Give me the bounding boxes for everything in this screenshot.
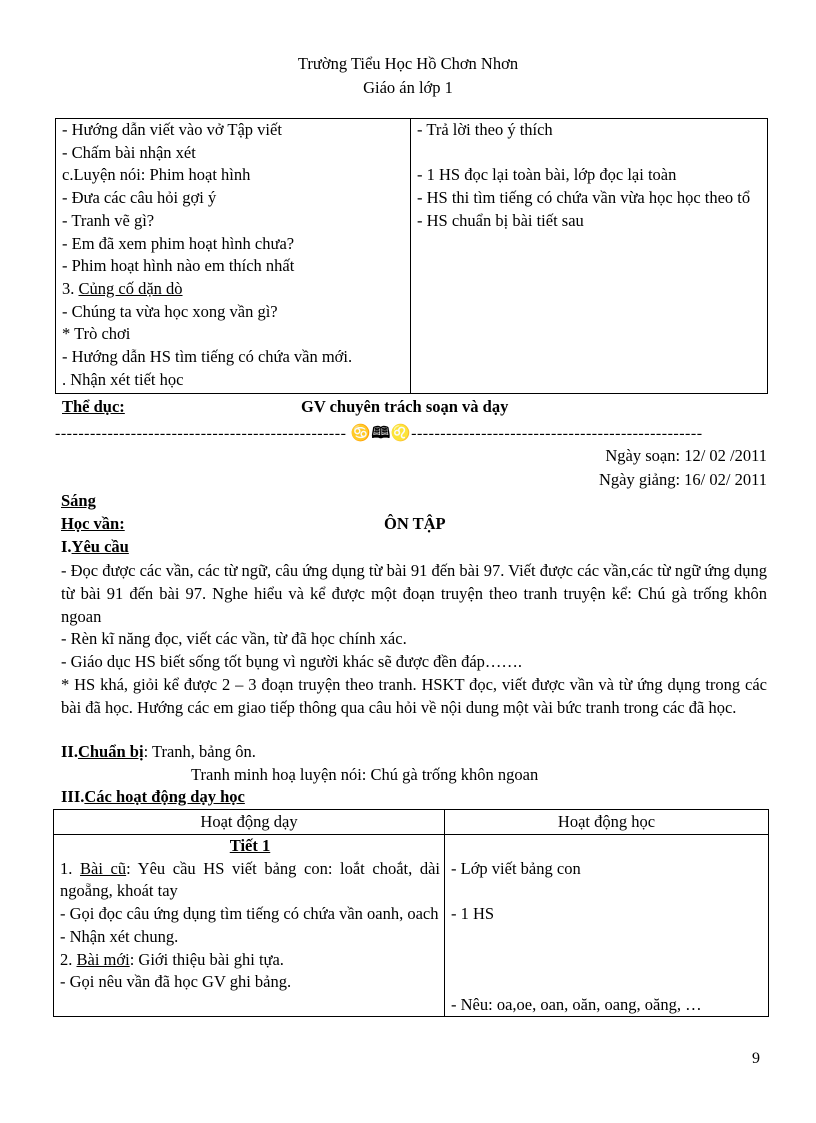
- spacer: [417, 142, 761, 165]
- requirement-paragraph: - Giáo dục HS biết sống tốt bụng vì người khác sẽ được đền đáp…….: [61, 652, 523, 671]
- student-column: [411, 119, 767, 393]
- separator-dashes: --------------------------------------------------: [411, 425, 703, 442]
- the-duc-label: Thể dục:: [62, 397, 125, 416]
- list-item: - Hướng dẫn viết vào vở Tập viết: [62, 120, 282, 139]
- section-number: 3.: [62, 278, 79, 298]
- list-item: - Gọi đọc câu ứng dụng tìm tiếng có chứa vần oanh, oach: [60, 904, 439, 924]
- section-number: II.: [61, 742, 78, 761]
- section-label: Củng cố dặn dò: [78, 278, 183, 298]
- item-text: : Yêu cầu HS viết bảng con: loắt choắt, dài ngoẵng, khoát tay: [60, 858, 440, 901]
- the-duc-text: GV chuyên trách soạn và dạy: [301, 397, 509, 416]
- list-item: - 1 HS: [451, 904, 495, 924]
- requirement-paragraph: - Rèn kĩ năng đọc, viết các vần, từ đã học chính xác.: [61, 629, 407, 648]
- materials-text: : Tranh, bảng ôn.: [143, 742, 256, 761]
- list-item: * Trò chơi: [62, 324, 131, 344]
- column-header-teaching: Hoạt động dạy: [54, 810, 445, 834]
- list-item: - Nêu: oa,oe, oan, oăn, oang, oăng, …: [451, 994, 702, 1014]
- materials-line: Tranh minh hoạ luyện nói: Chú gà trống khôn ngoan: [191, 765, 539, 784]
- list-item: - Hướng dẫn HS tìm tiếng có chứa vần mới.: [62, 347, 353, 367]
- list-item: - Tranh vẽ gì?: [62, 210, 155, 230]
- list-item: - HS thi tìm tiếng có chứa vần vừa học học theo tổ: [417, 188, 751, 208]
- list-item: - Gọi nêu vần đã học GV ghi bảng.: [60, 972, 292, 992]
- student-column: [445, 835, 768, 1017]
- ornament-icon: ♋🕮♌: [350, 425, 412, 442]
- list-item: - Chúng ta vừa học xong vần gì?: [62, 301, 278, 321]
- list-item: - Em đã xem phim hoạt hình chưa?: [62, 233, 295, 253]
- column-header-learning: Hoạt động học: [557, 812, 656, 831]
- section-number: I.: [61, 537, 72, 556]
- section-title: Yêu cầu: [71, 537, 129, 556]
- spacer: [451, 835, 762, 858]
- page-number: 9: [752, 1050, 760, 1067]
- subject-label: Học vần:: [61, 514, 125, 533]
- separator-dashes: --------------------------------------------------: [55, 425, 351, 442]
- activity-table-top: [55, 118, 768, 394]
- list-item: - 1 HS đọc lại toàn bài, lớp đọc lại toàn: [417, 165, 677, 185]
- lesson-title: ÔN TẬP: [384, 514, 446, 533]
- list-item: [60, 858, 440, 903]
- item-number: 1.: [60, 858, 80, 878]
- list-item: - Trả lời theo ý thích: [417, 120, 553, 139]
- table-row: [54, 835, 768, 1017]
- spacer: [451, 926, 762, 994]
- item-number: 2.: [60, 949, 77, 969]
- class-subtitle: Giáo án lớp 1: [363, 78, 453, 97]
- list-item-section-3: [62, 278, 404, 301]
- requirement-paragraph: * HS khá, giỏi kể được 2 – 3 đoạn truyện theo tranh. HSKT đọc, viết được vần và từ ứng dụng trong các bài đã học. Hướng các em giao tiếp thông qua câu hỏi về nội dung một vài bức tranh trong các đã học.: [61, 675, 767, 717]
- list-item: [60, 949, 440, 972]
- preparation-date: Ngày soạn: 12/ 02 /2011: [605, 446, 767, 465]
- list-item: . Nhận xét tiết học: [62, 369, 184, 389]
- activity-table-main: [53, 809, 769, 1017]
- section-2-heading: [61, 742, 256, 762]
- item-text: : Giới thiệu bài ghi tựa.: [129, 949, 284, 969]
- table-header: [54, 810, 768, 835]
- list-item: c.Luyện nói: Phim hoạt hình: [62, 165, 251, 185]
- school-name: Trường Tiểu Học Hồ Chơn Nhơn: [297, 54, 519, 73]
- list-item: - Phim hoạt hình nào em thích nhất: [62, 256, 295, 276]
- teacher-column: [54, 835, 445, 1017]
- requirement-paragraph: - Đọc được các vần, các từ ngữ, câu ứng dụng từ bài 91 đến bài 97. Viết được các vần,các từ ngữ ứng dụng từ bài 91 đến bài 97. Nghe hiểu và kể được một đoạn truyện theo tranh truyện kể: Chú gà trống khôn ngoan: [61, 561, 768, 626]
- dates-block: [599, 444, 767, 492]
- spacer: [451, 880, 762, 903]
- list-item: - Đưa các câu hỏi gợi ý: [62, 188, 217, 208]
- teaching-date: Ngày giảng: 16/ 02/ 2011: [598, 470, 767, 489]
- page-header: [0, 52, 816, 100]
- section-title: Các hoạt động dạy học: [84, 787, 245, 806]
- list-item: - HS chuẩn bị bài tiết sau: [417, 210, 584, 230]
- item-label: Bài mới: [76, 949, 130, 969]
- session-label: Sáng: [61, 491, 96, 510]
- section-3-heading: [61, 787, 245, 807]
- item-label: Bài cũ: [79, 858, 127, 878]
- period-title: Tiết 1: [229, 836, 271, 855]
- list-item: - Chấm bài nhận xét: [62, 142, 196, 162]
- section-number: III.: [61, 787, 85, 806]
- section-1-heading: [61, 537, 129, 557]
- section-title: Chuẩn bị: [77, 742, 144, 761]
- list-item: - Nhận xét chung.: [60, 926, 179, 946]
- list-item: - Lớp viết bảng con: [451, 858, 581, 878]
- teacher-column: [56, 119, 411, 393]
